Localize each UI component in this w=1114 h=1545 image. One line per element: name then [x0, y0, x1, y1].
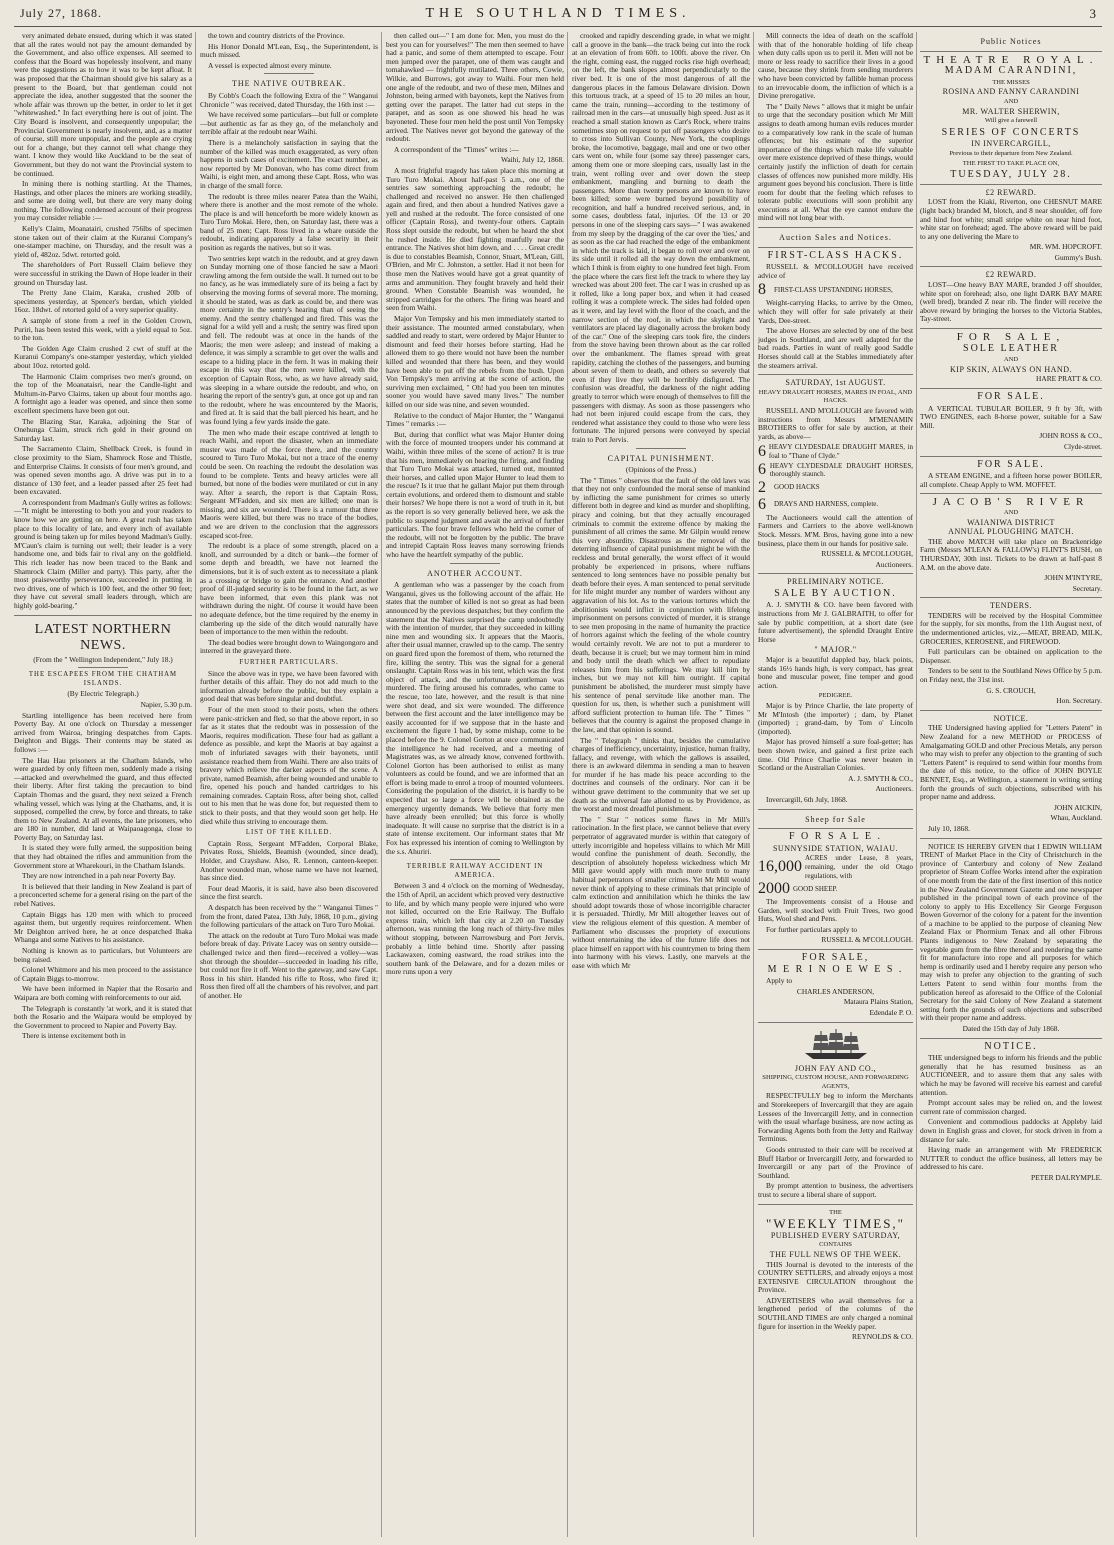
- section-heading: Sheep for Sale: [805, 814, 866, 824]
- ad-signature: JOHN ROSS & CO.,: [1039, 431, 1102, 441]
- ad-line: AND: [1003, 97, 1019, 105]
- ad-line: WAIANIWA DISTRICT: [967, 517, 1055, 527]
- article-paragraph: A vessel is expected almost every minute.: [208, 60, 332, 70]
- divider: [920, 597, 1102, 598]
- event-date: TUESDAY, JULY 28.: [950, 169, 1072, 181]
- section-heading: LATEST NORTHERN NEWS.: [34, 621, 172, 653]
- ad-role: Hon. Secretary.: [1056, 696, 1102, 706]
- article-paragraph: The Pretty Jane Claim, Karaka, crushed 20lb of specimens yesterday, at Spencer's berdan, which yielded 16oz. 18dwt. of retorted gold of a very superior quality.: [14, 288, 192, 315]
- article-paragraph: We have received some particulars—but full or complete—but authentic as far as they go, of the melancholy and terrible affair at the redoubt near Waihi.: [200, 110, 378, 137]
- ad-title: JACOB'S RIVER: [932, 496, 1090, 509]
- ad-line: M E R I N O E W E S .: [767, 963, 904, 975]
- performer-names: ROSINA AND FANNY CARANDINI: [942, 87, 1080, 97]
- article-paragraph: The Telegraph is constantly 'at work, and it is stated that both the Rosario and the Waipara would be employed by the Government to proceed to Napier and Poverty Bay.: [14, 1003, 192, 1030]
- ad-address: Edendale P. O.: [869, 1008, 913, 1018]
- ad-text: Weight-carrying Hacks, to arrive by the Omeo, which they will offer for sale privately at their Yards, Dee-street.: [758, 298, 913, 325]
- ad-title: £2 REWARD.: [985, 270, 1037, 280]
- ad-title: HEAVY DRAUGHT HORSES, MARES IN FOAL, AND HACKS.: [758, 388, 913, 405]
- article-paragraph: Since the above was in type, we have been favored with further details of this affair. They do not add much to the information already before the public, but they explain a good deal that was before singular and doubtful.: [200, 668, 378, 704]
- ad-text: RUSSELL AND M'OLLOUGH are favored with instructions from Messrs M'MENAMIN BROTHERS to offer for sale by auction, at their yards, as above—: [758, 405, 913, 441]
- ad-signature: PETER DALRYMPLE.: [1030, 1172, 1102, 1182]
- ad-signature: JOHN AICKIN,: [1053, 802, 1102, 812]
- ad-text: THIS Journal is devoted to the interests of the COUNTRY SETTLERS, and already enjoys a most EXTENSIVE CIRCULATION throughout the Province.: [758, 1259, 913, 1295]
- item-text: DRAYS AND HARNESS, complete.: [774, 500, 879, 509]
- ad-address: Mataura Plains Station,: [843, 997, 913, 1007]
- ad-text: RUSSELL & M'COLLOUGH have received advice of: [758, 262, 913, 280]
- ad-text: The Improvements consist of a House and Garden, well stocked with Fruit Trees, two good Huts, Wool shed and Pens.: [758, 897, 913, 924]
- source-line: (From the " Wellington Independent," July 18.): [33, 654, 173, 664]
- ad-signature: JOHN M'INTYRE,: [1044, 573, 1102, 583]
- newspaper-title: THE SOUTHLAND TIMES.: [425, 6, 691, 21]
- dateline: Waihi, July 12, 1868.: [500, 155, 564, 165]
- article-heading: TERRIBLE RAILWAY ACCIDENT IN AMERICA.: [406, 863, 544, 879]
- divider: [920, 1038, 1102, 1039]
- ad-signature: MR. WM. HOPCROFT.: [1029, 242, 1102, 252]
- article-paragraph: The attack on the redoubt at Turo Turo Mokai was made before break of day. Private Lacey was on sentry outside—challenged twice and then fired—received a volley—was shot through the shoulder—succeeded in loading his rifle, but could not fire it off. Went to the gateway, and saw Capt. Ross in his shirt. Handed his rifle to Ross, who fired it; Ross then fired off all the chambers of his revolver, and part of another. He: [200, 930, 378, 1000]
- article-paragraph: Startling intelligence has been received here from Poverty Bay. At one o'clock on Thursday a messenger arrived from Wairoa, bringing despatches from Capts. Deighton and Biggs. Their contents may be stated as follows :—: [14, 710, 192, 754]
- article-paragraph: A despatch has been received by the " Wanganui Times " from the front, dated Patea, 13th July, 1868, 10 p.m., giving the following particulars of the attack on Turo Turo Mokai.: [200, 903, 378, 930]
- ad-place: Clyde-street.: [1064, 441, 1102, 451]
- ad-text: By prompt attention to business, the advertisers trust to secure a liberal share of support.: [758, 1181, 913, 1199]
- ad-title: NOTICE.: [993, 713, 1029, 723]
- article-paragraph: A most frightful tragedy has taken place this morning at Turo Turo Mokai. About half-past 5 a.m., one of the sentries saw something approaching the redoubt; he challenged and received no answer. He then challenged again and fired, and then about a hundred Natives gave a yell and rushed at the redoubt. The force consisted of one officer (Captain Ross), and twenty-four others. Captain Ross slept outside the redoubt, but when he heard the shot he rushed inside. He died fighting manfully near the entrance. The Natives shot him down, and . . . . Great credit is due to constables Beamish, Connor, Stuart, M'Lean, Gill, O'Brien, and Mr C. Johnston, a settler. Had it not been for those men the Natives would have got a great quantity of arms and ammunition. They fought bravely and held their ground. When Constable Beamish was wounded, he stripped cartridges for the others. The firing was heard and seen from Waihi.: [386, 165, 564, 313]
- article-paragraph: Four dead Maoris, it is said, have also been discovered since the first search.: [200, 883, 378, 902]
- divider: [758, 1022, 913, 1023]
- divider: [14, 615, 192, 616]
- article-paragraph: very animated debate ensued, during which it was stated that all the rates would not pay the amount demanded by the Government, and also office expenses. All seemed to confess that the Board was hopelessly insolvent, and many were the suggestions as to how it was to be kept afloat. It was proposed that the Chairman should give his salary as a present to the Board, but that gentleman could not appreciate the idea, another suggested that the sooner the whole affair was thrown up the better, in order to let it get "whitewashed." In fact everything here is out of joint. The City Board is insolvent, and consequently unpopular; the Provincial Government is nearly insolvent, and, as a matter of course, still more unpopular, and the people are crying out for a change, but they cannot tell what change they want. I know they would like Auckland to be the seat of Government, but they do not want the Provincial system to be continued.: [14, 32, 192, 178]
- ad-line: IN INVERCARGILL,: [971, 139, 1051, 149]
- divider: [636, 448, 686, 449]
- column-5: [758, 32, 913, 1537]
- article-paragraph: The men who made their escape contrived at length to reach Waihi, and report the disaster, when an immediate muster was made of the force there, and the country scoured to Turo Turo Mokai, but not a trace of the enemy could be seen. On reaching the redoubt the desolation was found to be complete. Tents and heavy articles were all burned, but none of the bodies were mutilated or cut in any way. After a search, the report is that Captain Ross, Sergeant M'Fadden, and six men are killed; one man is missing, and six are wounded. There is a rumour that three Maoris were killed, but there was no trace of the bodies, and we are driven to the conclusion that the aggressors escaped scot-free.: [200, 427, 378, 540]
- ad-text: Apply to: [766, 976, 793, 986]
- article-subheading: THE ESCAPEES FROM THE CHATHAM ISLANDS.: [28, 671, 178, 687]
- ad-title: JOHN FAY AND CO.,: [794, 1063, 877, 1073]
- divider: [264, 73, 314, 74]
- item-text: GOOD SHEEP.: [793, 884, 838, 893]
- ad-signature: RUSSELL & M'COLLOUGH,: [821, 549, 913, 559]
- article-paragraph: then called out—" I am done for. Men, you must do the best you can for yourselves!" The men then seemed to have had a panic, and some of them attempted to escape. Four men jumped over the parapet, one of them was caught and tomahawked — frightfully mutilated. Three others, Cowie, Wilkie, and Burrows, got away to Waihi. Four men held one angle of the redoubt, and two of these men, Milnes and Johnston, being armed with bayonets, kept the Natives from getting over the parapet. The latter had cut steps in the parapet, and as soon as one showed his head he was bayoneted. These four men held the post until Von Tempsky arrived. The Natives never got beyond the gateway of the redoubt.: [386, 32, 564, 144]
- column-divider: [195, 32, 196, 1537]
- horse-name: " MAJOR.": [814, 645, 857, 655]
- dateline: Napier, 5.30 p.m.: [140, 699, 192, 709]
- ad-title: FOR SALE,: [956, 331, 1066, 344]
- divider: [920, 710, 1102, 711]
- article-paragraph: We have been informed in Napier that the Rosario and Waipara are both coming with reinforcements to our aid.: [14, 984, 192, 1002]
- ad-line: PUBLISHED EVERY SATURDAY,: [770, 1230, 901, 1240]
- ad-title: "WEEKLY TIMES,": [766, 1216, 905, 1232]
- ad-text: NOTICE IS HEREBY GIVEN that I EDWIN WILLIAM TRENT of Market Place in the City of Christchurch in the province of Canterbury and colony of New Zealand proprietor of Steam Coffee Works intend after the expiration of one month from the date of the first insertion of this notice in the New Zealand Government Gazette and one newspaper published in the principal town of each province of the colony to apply to His Excellency Sir George Ferguson Bowen Governor of the colony for a patent for the invention of a machine to be applied to the purpose of cleaning New Zealand Flax or Phormium Tenax and all other Fibrous Plants indigenous to New Zealand by separating the vegetable gum from the fibre thereof and rendering the same fit for manufacture into rope and all purposes for which hemp is ordinarily used and I hereby require any person who may wish to prefer any objection to the granting of such Letters Patent to send within four months from the publication hereof as aforesaid to the Office of the Colonial Secretary for the said Colony of New Zealand a statement setting forth the grounds of such objections and subscribed with their proper name and address.: [920, 841, 1102, 1023]
- ad-line: SOLE LEATHER: [963, 342, 1059, 354]
- ad-text: For further particulars apply to: [766, 924, 858, 934]
- divider: [920, 838, 1102, 839]
- article-paragraph: Relative to the conduct of Major Hunter, the " Wanganui Times " remarks :—: [386, 410, 564, 429]
- item-text: HEAVY CLYDESDALE DRAUGHT HORSES, thoroughly staunch.: [769, 461, 913, 479]
- ad-text: RESPECTFULLY beg to inform the Merchants and Storekeepers of Invercargill that they are again Lessees of the Invercargill Jetty, and in connection with the usual wharfage business, are now acting as Forwarding Agents both from the Jetty and Railway Terminus.: [758, 1091, 913, 1144]
- ad-item: [758, 854, 913, 880]
- divider: [78, 667, 128, 668]
- ad-place: Whau, Auckland.: [1050, 813, 1102, 823]
- ad-text: LOST from the Kiaki, Riverton, one CHESNUT MARE (light back) branded M, blotch, and 8 near shoulder, off fore and hind foot white; small stripe white on near hind foot, white star on forehead; aged. The above reward will be paid to any one delivering the Mare to: [920, 197, 1102, 241]
- ad-signature: A. J. SMYTH & CO.,: [848, 773, 913, 783]
- masthead-rule: [14, 26, 1102, 27]
- ad-text: Major is a beautiful dappled bay, black points, stands 16½ hands high, is very compact, has great bone and muscular power, fine temper and good action.: [758, 655, 913, 690]
- ad-date: July 10, 1868.: [928, 823, 970, 833]
- sailing-ship-icon: [801, 1027, 871, 1061]
- ad-subheading: PEDIGREE.: [818, 692, 853, 700]
- ad-title: TENDERS.: [990, 601, 1032, 611]
- article-heading: ANOTHER ACCOUNT.: [427, 568, 523, 578]
- article-paragraph: The " Daily News " allows that it might be unfair to urge that the secondary position which Mr Mill assigns to death among human evils reduces murder to a comparatively low rank in the scale of human offences; but his estimate of the superior importance of the things which make life valuable over mere existence deprived of these things, would certainly justify the infliction of death for certain classes of offences now punished more mildly. His argument goes beyond his conclusion. There is little room for doubt that the feeling which refuses to tolerate public executions will soon prohibit any executions at all. What the eye cannot endure the mind will not long bear with.: [758, 101, 913, 223]
- article-subheading: (Opinions of the Press.): [625, 465, 697, 475]
- article-paragraph: The Blazing Star, Karaka, adjoining the Star of Onehunga Claim, struck rich gold in their ground on Saturday last.: [14, 416, 192, 443]
- ad-signature: CHARLES ANDERSON,: [796, 986, 875, 996]
- ad-title: £2 REWARD.: [985, 187, 1037, 197]
- column-divider: [567, 32, 568, 1537]
- article-paragraph: A correspondent from Madman's Gully writes as follows:—"It might be interesting to both you and your readers to know how we are getting on here. A great rush has taken place to this locality of late, and every inch of available ground is being taken up for miles beyond Madman's Gully. M'Caun's claim is turning out well; their leader is a very handsome one, and bids fair to rival any on the goldfield. This rich leader has now been traced to the Bank and Shamrock Claim (Miller and party). This party, after the most praiseworthy perseverance, succeeded in putting in two drives, one of which is 100 feet, and the other 90 feet; they have cut several small leaders through, which are highly gold-bearing.": [14, 497, 192, 610]
- ad-line: THE MISSES: [992, 78, 1030, 86]
- ad-line: AND: [1003, 356, 1019, 364]
- byline: (By Electric Telegraph.): [67, 689, 139, 699]
- ad-title: NOTICE.: [984, 1040, 1038, 1052]
- ad-item: [758, 881, 913, 897]
- divider: [450, 563, 500, 564]
- page-number: 3: [1089, 6, 1096, 21]
- ad-text: Major has proved himself a sure foal-getter; has been shown twice, and gained a first prize each time. Old Prince Charlie was never beaten in Scotland or the Australian Colonies.: [758, 737, 913, 773]
- ad-line: THE FULL NEWS OF THE WEEK.: [769, 1249, 902, 1259]
- item-text: FIRST-CLASS UPSTANDING HORSES,: [774, 286, 893, 295]
- ad-line: Previous to their departure from New Zealand.: [949, 149, 1073, 157]
- article-paragraph: The " Telegraph " thinks that, besides the cumulative charges of inefficiency, uncertainty, injustice, human frailty, fallacy, and revenge, with which the gallows is assailed, there is an awkward dilemma in sending a man to heaven for murder if he has made his peace according to the doctrines and counsels of the ordinary. Nor can it be without grave detriment to the community that we set up death as the universal fate allotted to us by Providence, as the worst and most dreadful punishment.: [572, 735, 750, 814]
- ad-line: CONTAINS: [819, 1241, 852, 1249]
- ad-text: Having made an arrangement with Mr FREDERICK NUTTER to conduct the office business, all letters may be addressed to his care.: [920, 1145, 1102, 1172]
- divider: [758, 949, 913, 950]
- section-heading: Auction Sales and Notices.: [779, 233, 892, 243]
- ad-text: Full particulars can be obtained on application to the Dispenser.: [920, 647, 1102, 665]
- column-divider: [916, 32, 917, 1537]
- article-paragraph: Kelly's Claim, Moanatairi, crushed 756lbs of specimen stone taken out of their claim at the Kuranui Company's one-stamper machine, on Thursday, and the result was a yield of, 482oz. 5dwt. retorted gold.: [14, 224, 192, 259]
- performer-name: MR. WALTER SHERWIN,: [962, 106, 1060, 116]
- column-2: [200, 32, 378, 1537]
- ad-text: A. J. SMYTH & CO. have been favored with instructions from Mr J. GALBRAITH, to offer for sale by public competition, at a short date (see future advertisement), the splendid Draught Entire Horse: [758, 600, 913, 644]
- ad-line: SHIPPING, CUSTOM HOUSE, AND FORWARDING AGENTS,: [762, 1074, 909, 1090]
- ad-text: The Auctioneers would call the attention of Farmers and Carriers to the above well-known Stock. Messrs. M'M. Bros, having gone into a new business, place them in our hands for positive sale.: [758, 512, 913, 548]
- ad-text: A VERTICAL TUBULAR BOILER, 9 ft by 3ft, with TWO ENGINES, each 8-horse power, suitable for a Saw Mill.: [920, 403, 1102, 430]
- ad-text: The above Horses are selected by one of the best judges in Southland, and are well adapted for the bad roads. Parties in want of really good Saddle Horses should call at the Stables immediately after the steamers arrival.: [758, 326, 913, 370]
- column-divider: [753, 32, 754, 1537]
- article-paragraph: The shareholders of Port Russell Claim believe they were successful in striking the Dawn of Hope leader in their ground on Thursday last.: [14, 260, 192, 287]
- divider: [920, 328, 1102, 329]
- column-3: [386, 32, 564, 1537]
- ad-text: TENDERS will be received by the Hospital Committee for the supply, for six months, from the 11th August next, of the undermentioned articles, viz.,—MEAT, BREAD, MILK, GROCERIES, KEROSENE, and FIREWOOD.: [920, 610, 1102, 646]
- ad-line: Will give a farewell: [984, 117, 1038, 125]
- divider: [758, 227, 913, 228]
- issue-date: July 27, 1868.: [20, 6, 103, 20]
- article-paragraph: The redoubt is a place of some strength, placed on a knoll, and surrounded by a ditch or bank—the former of some depth and breadth, we have not learned the dimensions, but it is of such extent as to necessitate a plank as a crossing or bridge to gain the entrance. And another proof of ill-judged security is to be found in the fact, as we have been informed, that even this plank was not withdrawn during the night. Of course it would have been no adequate defence, but the time required by the enemy in clambering up the side of the ditch would naturally have been of importance to the men within the redoubt.: [200, 541, 378, 637]
- ad-title: THEATRE ROYAL.: [923, 53, 1099, 66]
- item-count: 2: [758, 478, 766, 496]
- ad-line: KIP SKIN, ALWAYS ON HAND.: [950, 364, 1072, 374]
- item-count: 6: [758, 495, 766, 513]
- ad-text: Goods entrusted to their care will be received at Bluff Harbor or Invercargill Jetty, and forwarded to Invercargill or any part of the Province of Southland.: [758, 1144, 913, 1180]
- list-heading: LIST OF THE KILLED.: [245, 829, 333, 837]
- column-divider: [381, 32, 382, 1537]
- ad-role: Auctioneers.: [875, 559, 913, 569]
- ad-title: FOR SALE.: [977, 391, 1045, 402]
- ad-title: FOR SALE.: [977, 458, 1045, 470]
- article-paragraph: A gentleman who was a passenger by the coach from Wanganui, gives us the following account of the affair. He states that the number of killed is not so great as had been announced by the previous despatches; but they confirm the statement that the Natives surprised the camp undoubtedly with the intention of murder, that they succeeded in killing nine men and wounding six. It appears that the Maoris, after their usual manner, crawled up to the camp. The sentry on guard fired upon the foremost of them, who returned the fire, killing the sentry. This was the signal for a general onslaught. Captain Ross was in his tent, which was the first object of attack, and the unfortunate gentleman was murdered. The firing aroused his comrades, who came to the rescue, too late, however, and the result is that nine were shot dead, and six were wounded. The difference between the first account and the later intelligence may be easily accounted for if we suppose that in the haste and excitement the figure 1 had, by some mishap, come to be placed before the 9. Colonel Gorton at once communicated the intelligence he had received, and a meeting of Magistrates was, as we already know, convened forthwith. Colonel Gorton has been authorised to enlist as many volunteers as could be found, and we are informed that an effort is being made to enrol a troop of mounted volunteers. Considering the population of the district, it is hardly to be expected that so large a force will be obtained as the emergency urgently demands. We believe that forty men have already been enrolled; but this force is wholly inadequate. It will cause no surprise that the district is in a state of intense excitement. Our informant states that Mr Fox has expressed his intention of coming to Wellington by the s.s. Ahuriri.: [386, 580, 564, 856]
- article-paragraph: The Hau Hau prisoners at the Chatham Islands, who were guarded by only fifteen men, suddenly made a rising—attacked and overwhelmed the guard, and thus effected their liberty. After first taking the precaution to bind Captain Thomas and the guard, they next seized a French whaling vessel, which was lying at the Chathams, and, it is supposed, compelled the crew, by force and threats, to take them to New Zealand. At all events, the late prisoners, who are 180 in number, did land at Waipaoagonga, close to Poverty Bay, on Saturday last.: [14, 755, 192, 842]
- item-count: 8: [758, 281, 766, 299]
- divider: [758, 573, 913, 574]
- ad-date: Invercargill, 6th July, 1868.: [766, 794, 848, 804]
- ad-signature: REYNOLDS & CO.: [852, 1332, 913, 1342]
- ad-text: THE undersigned begs to inform his friends and the public generally that he has resumed business as an AUCTIONEER, and to assure them that any sales with which he may be favored will receive his earnest and careful attention.: [920, 1053, 1102, 1097]
- performer-name: MADAM CARANDINI,: [944, 65, 1078, 77]
- article-paragraph: The " Star " notices some flaws in Mr Mill's ratiocination. In the first place, we cannot believe that every perpetrator of aggravated murder is within that category of utterly incorrigible and hopeless villains to which Mr Mill would confine the punishment of death. Secondly, the description of absolutely hopeless wickedness which Mr Mill gave would apply with much more truth to many habitual perpetrators of smaller crimes. Yet Mr Mill would never think of applying to these criminals that principle of calm extinction and annihilation which he thinks the law should adopt towards those of whose incorrigible character it is persuaded. Thirdly, Mr Mill altogether leaves out of view the religious element of this question. A member of Parliament who discusses the propriety of executions without entertaining the idea of the future life does not place himself en rapport with his countrymen to bring them into harmony with his views. Lastly, one marvels at the ease with which Mr: [572, 814, 750, 970]
- article-paragraph: The dead bodies were brought down to Waingongoro and interred in the graveyard there.: [200, 637, 378, 656]
- article-paragraph: There is intense excitement both in: [22, 1031, 126, 1041]
- ad-station: SUNNYSIDE STATION, WAIAU.: [772, 843, 899, 853]
- ad-title: SALE BY AUCTION.: [774, 587, 897, 599]
- item-text: HEAVY CLYDESDALE DRAUGHT MARES, in foal to "Thane of Clyde.": [768, 443, 913, 460]
- divider: [920, 51, 1102, 52]
- ad-title: FIRST-CLASS HACKS.: [767, 249, 904, 261]
- article-paragraph: By Cobb's Coach the following Extra of the " Wanganui Chronicle " was received, dated Thursday, the 16th inst :—: [200, 90, 378, 109]
- article-paragraph: Mill connects the idea of death on the scaffold with that of the honorable holding of life cheap when duty calls upon us to peril it. Men will not be more or less ready to sacrifice their lives in a good cause, because they shrink from sending murderers who have been convicted by fallible human process to an irrevocable doom, the infliction of which is a Divine prerogative.: [758, 32, 913, 101]
- item-count: 6: [758, 442, 766, 460]
- article-heading: THE NATIVE OUTBREAK.: [232, 79, 346, 89]
- ad-item: [758, 480, 913, 496]
- ad-item: [758, 462, 913, 479]
- article-paragraph: A sample of stone from a reef in the Golden Crown, Puriri, has been tested this week, with a yield equal to 5oz. to the ton.: [14, 316, 192, 343]
- masthead: [14, 6, 1102, 24]
- ad-date: Dated the 15th day of July 1868.: [962, 1024, 1060, 1033]
- article-heading: CAPITAL PUNISHMENT.: [607, 453, 715, 463]
- article-paragraph: Two sentries kept watch in the redoubt, and at grey dawn on Sunday morning one of those fancied he saw a Maori crawling among the fern outside the wall. It turned out to be no fancy, as he was immediately sure of its being a fact by observing the moving forms of several more. The morning, it should be stated, was as dark as could be, and there was more certainty in the sentry's hearing than of seeing the enemy. And the sentry challenged and fired. This was the signal for a wild yell and a rush; the sentry was fired upon and fell. The redoubt was at once in the hands of the Maoris; the men were asleep; and instead of making a defence, it was simply a scramble to get over the walls and escape to a hiding place in the fern. It was in making their escape in this way that the men were killed, with the exception of Captain Ross, who, as we have already said, was sleeping in a whare outside the redoubt, and who, on hearing the report of the sentry's gun, at once got up and ran to the redoubt, where he was encountered by the Maoris, and fired at. It is said that the ball pierced his heart, and he was found lying a few yards inside the gate.: [200, 253, 378, 426]
- ad-heading: PRELIMINARY NOTICE.: [787, 577, 884, 587]
- article-paragraph: The redoubt is three miles nearer Patea than the Waihi, where there is another and the most remote of the whole. The place is and will henceforth be more widely known as Turo Turo Mokai. Here, then, on Saturday last, there was a band of 25 men; Capt. Ross lived in a whare outside the redoubt, indicating apparently a false security in their position as regards the natives, but so it was.: [200, 191, 378, 253]
- article-paragraph: His Honor Donald M'Lean, Esq., the Superintendent, is much missed.: [200, 41, 378, 60]
- ad-line: ANNUAL PLOUGHING MATCH.: [948, 527, 1074, 537]
- ad-line: SERIES OF CONCERTS: [941, 126, 1081, 138]
- ad-text: Convenient and commodious paddocks at Appleby laid down in English grass and clover, for stock driven in from a distance for sale.: [920, 1117, 1102, 1144]
- ad-title: F O R S A L E .: [789, 831, 882, 843]
- sheep-count: 2000: [758, 880, 790, 898]
- ad-role: Auctioneers.: [875, 784, 913, 794]
- ad-text: Tenders to be sent to the Southland News Office by 5 p.m. on Friday next, the 31st inst.: [920, 666, 1102, 685]
- ad-line: AND: [1003, 508, 1019, 516]
- ad-text: THE above MATCH will take place on Brackenridge Farm (Messrs M'LEAN & FALLOW's) FLINT'S BUSH, on THURSDAY, 30th inst. Tickets to be drawn at half-past 8 A.M. on the above date.: [920, 536, 1102, 572]
- column-1: [14, 32, 192, 1537]
- item-text: ACRES under Lease, 8 years, remaining, under the old Otago regulations, with: [805, 854, 913, 880]
- article-paragraph: The Harmonic Claim comprises two men's ground, on the top of the Moanataisri, near the Candle-light and Multum-in-Parvo Claims, taken up about four months ago. A fortnight ago a leader was opened, and since then some excellent specimens have been got out.: [14, 371, 192, 415]
- divider: [920, 184, 1102, 185]
- divider: [920, 456, 1102, 457]
- article-paragraph: A correspondent of the "Times" writes :—: [394, 144, 519, 154]
- article-paragraph: Colonel Whitmore and his men proceed to the assistance of Captain Biggs to-morrow.: [14, 965, 192, 983]
- ad-text: ADVERTISERS who avail themselves for a lengthened period of the columns of the SOUTHLAND TIMES are only charged a nominal figure for insertion in the Weekly paper.: [758, 1295, 913, 1331]
- ad-text: A STEAM ENGINE, and a fifteen horse power BOILER, all complete. Cheap Apply to WM. MOFFET.: [920, 471, 1102, 489]
- ad-signature: G. S. CROUCH,: [986, 685, 1036, 695]
- article-paragraph: There is a melancholy satisfaction in saying that the number of the killed was much exaggerated, as very often happens in such cases of excitement. The exact number, as now reported by Mr Donovan, who has come direct from Waihi, is eight men, and among these Capt. Ross, who was in charge of the small force.: [200, 137, 378, 190]
- article-paragraph: the town and country districts of the Province.: [208, 32, 345, 40]
- ad-place: Gummy's Bush.: [1054, 252, 1102, 262]
- ad-text: THE Undersigned having applied for "Letters Patent" in New Zealand for a new METHOD or PROCESS of Amalgamating GOLD and other Precious Metals, any person who may wish to prefer any objection to the granting of such "Letters Patent" is required to send within four months from the date of this notice, to the office of JOHN BOYLE BENNET, Esq., at Wellington, a statement in writing setting forth the grounds of such objections, subscribed with his proper name and address.: [920, 723, 1102, 802]
- ad-the: THE: [829, 1208, 842, 1216]
- ad-item: [758, 497, 913, 513]
- ad-signature: RUSSELL & M'COLLOUGH.: [821, 935, 913, 945]
- article-paragraph: Captain Biggs has 120 men with which to proceed against them, but urgently requires reinforcement. When Mr Deighton arrived here, he at once despatched Ihaka Whanga and some Natives to his assistance.: [14, 909, 192, 945]
- article-subheading: FURTHER PARTICULARS.: [239, 658, 339, 666]
- ad-text: Prompt account sales may be relied on, and the lowest current rate of commission charged.: [920, 1098, 1102, 1116]
- ad-line: THE FIRST TO TAKE PLACE ON,: [962, 159, 1060, 167]
- column-4: [572, 32, 750, 1537]
- item-text: GOOD HACKS: [774, 483, 820, 492]
- ad-date: SATURDAY, 1st AUGUST.: [785, 378, 886, 388]
- divider: [758, 247, 913, 248]
- divider: [758, 1204, 913, 1205]
- article-paragraph: The Sacramento Claim, Shellback Creek, is found in close proximity to the Siam, Shamrock Rose and Thistle, and Enterprise Claims. It consists of four men's ground, and was opened seven months ago. A drive was put in to a distance of 130 feet, and a leader passed after 25 feet had been excavated.: [14, 444, 192, 497]
- article-paragraph: The Golden Age Claim crushed 2 cwt of stuff at the Kuranui Company's one-stamper yesterday, which yielded about 10oz. retorted gold.: [14, 343, 192, 370]
- article-paragraph: It is stated they were fully armed, the supposition being that they had obtained the rifles and ammunition from the Government store at Wharekouri, in the Chatham Islands.: [14, 843, 192, 870]
- article-paragraph: Nothing is known as to particulars, but Volunteers are being raised.: [14, 946, 192, 964]
- divider: [920, 388, 1102, 389]
- divider: [920, 266, 1102, 267]
- ad-role: Secretary.: [1072, 583, 1102, 593]
- divider: [450, 859, 500, 860]
- article-paragraph: In mining there is nothing startling. At the Thames, Hastings, and other places the miners are working steadily, and some are doing well, but there are very many doing nothing. The following condensed account of their progress you may consider reliable :—: [14, 179, 192, 223]
- article-paragraph: Captain Ross, Sergeant M'Fadden, Corporal Blake, Privates Ross, Shields, Beamish (wounded, since dead), Holder, and Crayshaw. Also, R. Lennon, canteen-keeper. Another wounded man, whose name we have not learned, has since died.: [200, 838, 378, 883]
- article-paragraph: The " Times " observes that the fault of the old laws was that they not only confounded the moral sense of mankind by inflicting the same punishment for crimes so utterly different both in degree and kind as murder and shoplifting, piracy and coining, but that they actually encouraged criminals to commit the extreme offence by making the punishment of all crimes the same. Mr Gilpin would renew this very absurdity. Disastrous as the removal of the deterring influence of capital punishment might be with the reckless and brutal generally, the worst effect of it would probably be experienced in prisons, where ruffians sentenced to long sentences have no possible penalty but death before their eyes. A man sentenced to penal servitude for life might murder any number of warders without any aggravation of his lot. As to the various tortures which the abolitionists would inflict in conjunction with lifelong imprisonment on persons convicted of murder, it is strange to see men proposing in the name of humanity the practice of horrors against which the feeling of the whole country would certainly revolt. We are not to put a murderer to death, because it is cruel; but we may torment him in mind and body until the death which we affect to repudiate releases him from his sufferings. We may kill him by inches, but we may not kill him outright. If capital punishment be abolished, the murderer must simply have his sentence of penal servitude like another man. The question for us, then, is whether such a punishment will afford sufficient protection to human life. The " Times " believes that the country is against the proposed change in the law, and that opinion is sound.: [572, 475, 750, 734]
- item-count: 6: [758, 461, 766, 479]
- article-paragraph: They are now intrenched in a pah near Poverty Bay.: [22, 871, 176, 881]
- ad-text: Major is by Prince Charlie, the late property of Mr M'Intosh (the importer) ; dam, by Planet (imported) ; grand-dam, by Tom o' Lincoln (imported).: [758, 701, 913, 736]
- article-paragraph: It is believed that their landing in New Zealand is part of a preconcerted scheme for a general rising on the part of the rebel Natives.: [14, 881, 192, 909]
- article-paragraph: Major Von Tempsky and his men immediately started to their assistance. The mounted armed constabulary, when saddled and ready to start, were ordered by Major Hunter to dismount and feed their horses before starting. Had he allowed them to go there would not have been the number killed and wounded that there has been, and they would have been able to put off the rebels from the bush. Upon Von Tempsky's men arriving at the scene of action, the surviving men exclaimed, " Oh! had you been ten minutes sooner you would have saved many lives." The number killed on our side was nine, and seven wounded.: [386, 314, 564, 409]
- article-paragraph: But, during that conflict what was Major Hunter doing with the force of mounted troopers under his command at Waihi, within three miles of the scene of action? It is true that his men, immediately on hearing the firing, and finding that Turo Turo Mokai was attacked, turned out, mounted their horses, and called upon Major Hunter to lead them to the rescue? Is it true that he gallant Major put them through certain evolutions, and ordered them to dismount and stable their horses? We hope there is not a word of truth in it, but as the report is so very generally believed here, we ask the public to suspend judgment and await the arrival of further particulars. The four brave fellows who held the corner of the redoubt, will not be forgotten by the public. The brave and intrepid Captain Ross leaves many sorrowing friends who have the heartfelt sympathy of the public.: [386, 429, 564, 560]
- ad-item: [758, 443, 913, 460]
- section-heading: Public Notices: [980, 37, 1042, 46]
- ad-title: FOR SALE,: [801, 952, 870, 964]
- divider: [758, 828, 913, 829]
- divider: [758, 374, 913, 375]
- ad-signature: HARE PRATT & CO.: [1036, 374, 1102, 384]
- article-paragraph: Between 3 and 4 o'clock on the morning of Wednesday, the 15th of April, an accident which proved very destructive to life, and by which many people were injured who were not killed, occurred on the Erie Railway. The Buffalo express train, which left that city at 2.20 on Tuesday afternoon, was running the long reach of thirty-five miles without stopping, between Narrowsburg and Port Jervis, probably a little behind time. Shortly after passing Lackawaxen, coming eastward, the road strikes into the southern bank of the Delaware, and for a dozen miles or more runs upon a very: [386, 881, 564, 977]
- article-paragraph: Four of the men stood to their posts, when the others were panic-stricken and fled, so that the above report, in so far as it states that the redoubt was in possession of the Maoris, requires modification. These four had as gallant a defence as possible, and kept the Maoris at bay against a mob of infuriated savages with their bayonets, until assistance reached them from Waihi. There are also traits of bravery which relieve the darker aspects of the scene. A private, named Beamish, after being wounded and unable to fire, opened his pouch and handed cartridges to his remaining comrades. Captain Ross, after being shot, called out to his men that he was done for, but requested them to stick to their posts, and that they would soon get help. He died while thus striving to encourage them.: [200, 704, 378, 826]
- ad-text: LOST—One heavy BAY MARE, branded J off shoulder, white spot on forehead; also, one light DARK BAY MARE (well bred), branded Z near rib. The finder will receive the above reward by bringing the horses to the Victoria Stables, Tay-street.: [920, 280, 1102, 324]
- divider: [758, 809, 913, 810]
- article-paragraph: crooked and rapidly descending grade, in what we might call a groove in the bank—the track being cut into the rock at an elevation of from 60ft. to 100ft. above the river. On the right, coming east, the rugged rocks rise high overhead; on the left, the bank slopes almost perpendicularly to the river bed. It is one of the most dangerous of all the dangerous places in the famous Delaware division. Down this tortuous track, at a speed of 15 to 20 miles an hour, came the train, running—according to the testimony of railroad men in the cars—at unusually high speed. Just as it reached a small station known as Carr's Rock, where trains sometimes stop on request to put off passengers who desire to cross into Sullivan County, New York, the couplings broke, the locomotive, baggage, mail and one or two other cars went on, while four (some say three) passenger cars, among them one or more sleeping cars, usually last in the train, went rolling over and over down the steep embankment, mangling and burning to death the passengers. More than twenty persons are known to have been killed; some were burned beyond possibility of recognition, and half a hundred received serious, and, in some cases, doubtless fatal, injuries. Of the 13 or 20 persons in one of the sleeping cars says—" I was awakened from my sleep by the dragging of the car over the 'ties,' and as soon as the car had reached the edge of the embankment in which the track is laid, it began to roll over and over on its side until it rolled all the way down the embankment, which I think is from eighty to one hundred feet high. From the place where the cars first left the track to where they lay wrecked was about 200 feet. The car I was in crushed up as it rolled, like a long paper box, and when it had ceased rolling it was a complete wreck. The sides had folded open as it were, and lay level with the floor of the coach, and the narrow section of the roof, in which the skylight and ventilators are placed lay diagonally across the broken body of the car." One of the sleeping cars took fire, the cinders from the stove having been thrown about as the car rolled over the embankment. The flames spread with great rapidity, catching the clothes of the passengers, and burning about seven of them to death, and others so severely that even if they live they will be horribly disfigured. The confusion was dreadful, the darkness of the night adding greatly to terror which were enough of themselves to fill the passengers with dismay. As soon as those passengers who had not been injured could escape from the cars, they rendered what assistance they could to those who were less fortunate. The injured persons were conveyed by special train to Port Jervis.: [572, 32, 750, 444]
- acreage: 16,000: [758, 858, 802, 876]
- column-6: [920, 32, 1102, 1537]
- divider: [920, 493, 1102, 494]
- ad-item: [758, 282, 913, 298]
